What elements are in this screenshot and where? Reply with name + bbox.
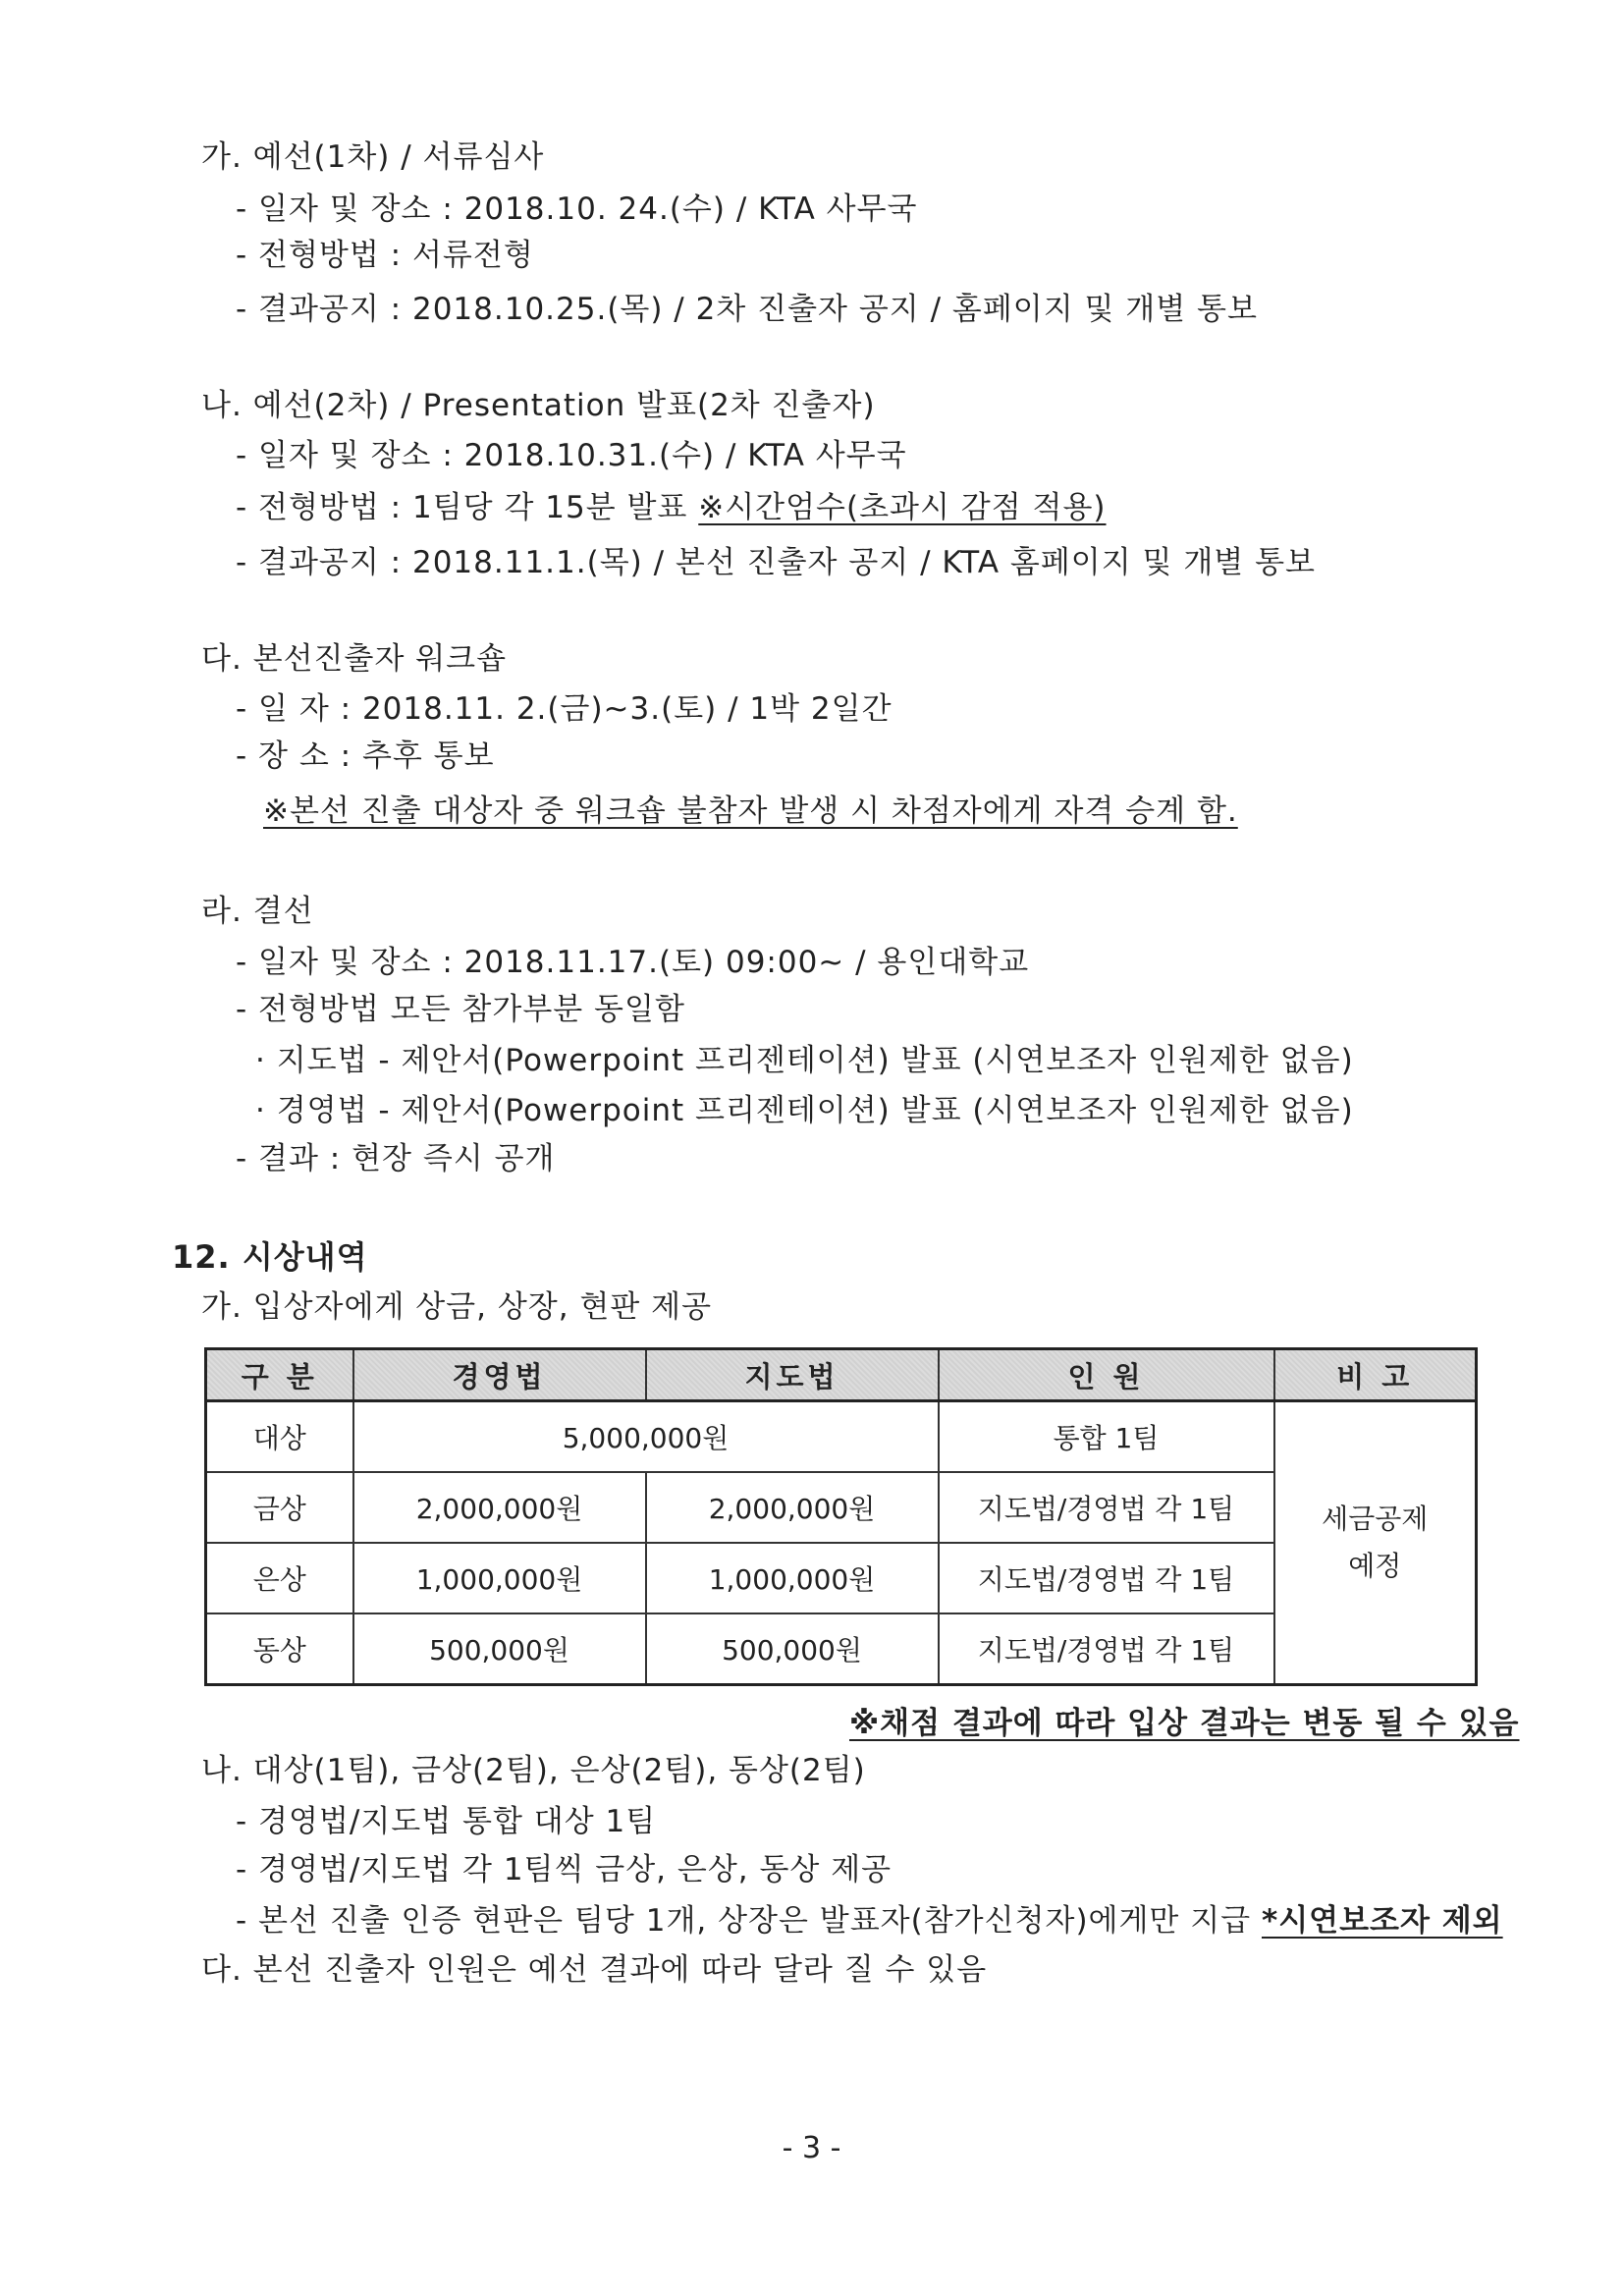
award-prize: 5,000,000원 bbox=[353, 1401, 939, 1473]
section-ra-title: 라. 결선 bbox=[201, 894, 314, 929]
section-ga-item: - 전형방법 : 서류전형 bbox=[236, 238, 534, 273]
award-count: 지도법/경영법 각 1팀 bbox=[939, 1543, 1274, 1613]
section-ga-item: - 결과공지 : 2018.10.25.(목) / 2차 진출자 공지 / 홈페이지 및 개별 통보 bbox=[236, 292, 1258, 327]
awards-na-item bbox=[236, 1901, 1503, 1941]
award-coach-prize: 1,000,000원 bbox=[646, 1543, 939, 1613]
page-number: - 3 - bbox=[782, 2131, 841, 2165]
header-coaching: 지도법 bbox=[646, 1349, 939, 1401]
section-ra-item: · 지도법 - 제안서(Powerpoint 프리젠테이션) 발표 (시연보조자 인원제한 없음) bbox=[255, 1043, 1354, 1078]
section-na-item: - 결과공지 : 2018.11.1.(목) / 본선 진출자 공지 / KTA 홈페이지 및 개별 통보 bbox=[236, 545, 1316, 580]
table-row bbox=[206, 1401, 1477, 1473]
section-ga-title: 가. 예선(1차) / 서류심사 bbox=[201, 139, 545, 175]
section-na-item: - 일자 및 장소 : 2018.10.31.(수) / KTA 사무국 bbox=[236, 438, 907, 473]
awards-na-item-text: - 본선 진출 인증 현판은 팀당 1개, 상장은 발표자(참가신청자)에게만 지급 bbox=[236, 1903, 1262, 1939]
table-note: ※채점 결과에 따라 입상 결과는 변동 될 수 있음 bbox=[849, 1706, 1520, 1741]
section-ra-item: - 전형방법 모든 참가부분 동일함 bbox=[236, 992, 685, 1027]
exclusion-note: *시연보조자 제외 bbox=[1261, 1903, 1503, 1939]
section-ga-item: - 일자 및 장소 : 2018.10. 24.(수) / KTA 사무국 bbox=[236, 191, 918, 227]
section-da-item: - 장 소 : 추후 통보 bbox=[236, 738, 495, 774]
remark-cell bbox=[1274, 1401, 1477, 1685]
award-label: 금상 bbox=[206, 1472, 353, 1543]
award-count: 지도법/경영법 각 1팀 bbox=[939, 1613, 1274, 1685]
award-mgmt-prize: 1,000,000원 bbox=[353, 1543, 646, 1613]
section-ra-item: - 일자 및 장소 : 2018.11.17.(토) 09:00~ / 용인대학교 bbox=[236, 945, 1030, 980]
awards-intro: 가. 입상자에게 상금, 상장, 현판 제공 bbox=[201, 1289, 713, 1325]
remark-line: 예정 bbox=[1348, 1550, 1402, 1582]
header-count: 인 원 bbox=[939, 1349, 1274, 1401]
section-ra-item: - 결과 : 현장 즉시 공개 bbox=[236, 1141, 556, 1176]
header-management: 경영법 bbox=[353, 1349, 646, 1401]
section-da-title: 다. 본선진출자 워크숍 bbox=[201, 641, 508, 677]
header-remark: 비 고 bbox=[1274, 1349, 1477, 1401]
awards-da-title: 다. 본선 진출자 인원은 예선 결과에 따라 달라 질 수 있음 bbox=[201, 1952, 988, 1988]
award-mgmt-prize: 500,000원 bbox=[353, 1613, 646, 1685]
awards-na-item: - 경영법/지도법 통합 대상 1팀 bbox=[236, 1804, 657, 1839]
prize-table bbox=[204, 1347, 1478, 1686]
award-mgmt-prize: 2,000,000원 bbox=[353, 1472, 646, 1543]
award-count: 통합 1팀 bbox=[939, 1401, 1274, 1473]
awards-heading: 12. 시상내역 bbox=[172, 1238, 368, 1276]
section-na-item-text: - 전형방법 : 1팀당 각 15분 발표 bbox=[236, 490, 699, 525]
section-na-title: 나. 예선(2차) / Presentation 발표(2차 진출자) bbox=[201, 388, 876, 423]
award-label: 동상 bbox=[206, 1613, 353, 1685]
section-na-item bbox=[236, 488, 1107, 527]
remark-line: 세금공제 bbox=[1322, 1503, 1429, 1535]
header-category: 구 분 bbox=[206, 1349, 353, 1401]
time-limit-note: ※시간엄수(초과시 감점 적용) bbox=[698, 490, 1107, 525]
award-label: 대상 bbox=[206, 1401, 353, 1473]
awards-na-title: 나. 대상(1팀), 금상(2팀), 은상(2팀), 동상(2팀) bbox=[201, 1753, 866, 1788]
award-coach-prize: 2,000,000원 bbox=[646, 1472, 939, 1543]
award-coach-prize: 500,000원 bbox=[646, 1613, 939, 1685]
workshop-note: ※본선 진출 대상자 중 워크숍 불참자 발생 시 차점자에게 자격 승계 함. bbox=[263, 793, 1238, 829]
awards-na-item: - 경영법/지도법 각 1팀씩 금상, 은상, 동상 제공 bbox=[236, 1852, 893, 1887]
section-da-item: - 일 자 : 2018.11. 2.(금)~3.(토) / 1박 2일간 bbox=[236, 691, 893, 727]
table-header-row bbox=[206, 1349, 1477, 1401]
award-count: 지도법/경영법 각 1팀 bbox=[939, 1472, 1274, 1543]
section-ra-item: · 경영법 - 제안서(Powerpoint 프리젠테이션) 발표 (시연보조자 인원제한 없음) bbox=[255, 1093, 1354, 1128]
award-label: 은상 bbox=[206, 1543, 353, 1613]
